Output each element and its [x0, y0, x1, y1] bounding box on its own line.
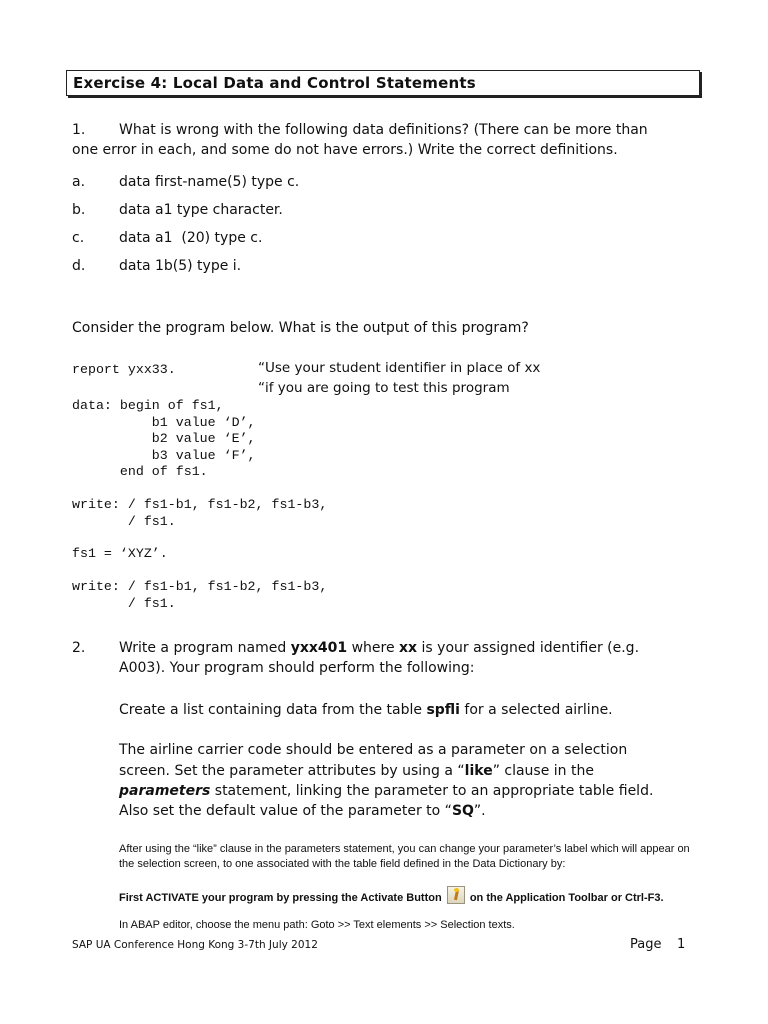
q1-item-text: data a1 (20) type c. [119, 230, 263, 246]
code-data-block: data: begin of fs1, b1 value ‘D’, b2 value ‘E’, b3 value ‘F’, end of fs1. [72, 398, 256, 479]
q1-text-line2: one error in each, and some do not have errors.) Write the correct definitions. [72, 142, 618, 158]
q1-text-line1: What is wrong with the following data definitions? (There can be more than [119, 122, 648, 138]
q2-line1: Write a program named yxx401 where xx is your assigned identifier (e.g. [119, 640, 640, 656]
q2-para2-line3: parameters statement, linking the parameter to an appropriate table field. [119, 783, 654, 799]
q2-para1: Create a list containing data from the table spfli for a selected airline. [119, 702, 613, 718]
q2-activate-instruction: First ACTIVATE your program by pressing the Activate Button on the Application Toolbar or Ctrl-F3. [119, 886, 664, 906]
code-comment: “if you are going to test this program [258, 380, 510, 396]
q1-number: 1. [72, 122, 86, 138]
footer-page-label: Page [630, 937, 662, 952]
q1-item-label: c. [72, 230, 85, 246]
exercise-title: Exercise 4: Local Data and Control Statements [73, 74, 476, 92]
consider-question: Consider the program below. What is the output of this program? [72, 320, 529, 336]
q1-item-label: a. [72, 174, 86, 190]
q1-item-label: b. [72, 202, 86, 218]
q2-menu-path: In ABAP editor, choose the menu path: Goto >> Text elements >> Selection texts. [119, 919, 515, 931]
footer-conference: SAP UA Conference Hong Kong 3-7th July 2012 [72, 939, 318, 951]
q2-para2-line1: The airline carrier code should be entered as a parameter on a selection [119, 742, 628, 758]
q2-number: 2. [72, 640, 86, 656]
code-assign-line: fs1 = ‘XYZ’. [72, 546, 168, 561]
q1-item-text: data first-name(5) type c. [119, 174, 300, 190]
q2-para2-line4: Also set the default value of the parameter to “SQ”. [119, 803, 486, 819]
exercise-title-box [66, 70, 700, 96]
activate-wand-icon [447, 886, 465, 904]
q2-line2: A003). Your program should perform the following: [119, 660, 475, 676]
code-report-line: report yxx33. [72, 362, 176, 377]
q1-item-text: data 1b(5) type i. [119, 258, 242, 274]
code-write-block: write: / fs1-b1, fs1-b2, fs1-b3, / fs1. [72, 497, 328, 529]
footer-page-number: 1 [677, 937, 686, 952]
code-write-block: write: / fs1-b1, fs1-b2, fs1-b3, / fs1. [72, 579, 328, 611]
q1-item-label: d. [72, 258, 86, 274]
q2-note: After using the “like” clause in the parameters statement, you can change your parameter’s label which will appear on the selection screen, to one associated with the table field defined in the Data Dictionary by: [119, 843, 690, 870]
q2-para2-line2: screen. Set the parameter attributes by using a “like” clause in the [119, 763, 594, 779]
q1-item-text: data a1 type character. [119, 202, 283, 218]
code-comment: “Use your student identifier in place of xx [258, 360, 541, 376]
